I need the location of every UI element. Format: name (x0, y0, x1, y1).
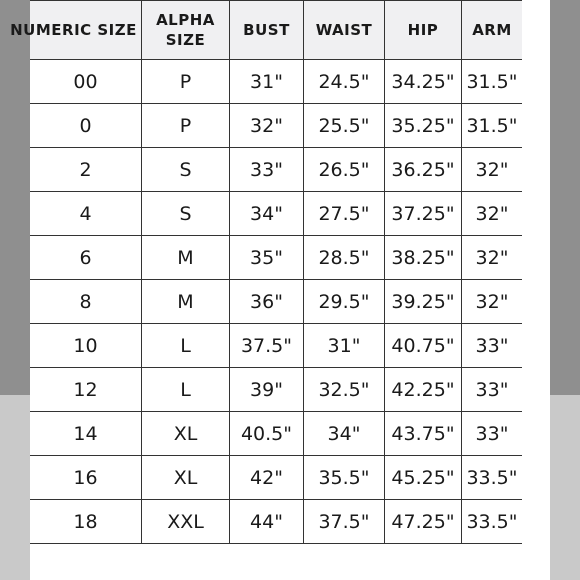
alpha-size-cell: P (142, 104, 230, 148)
arm-cell: 31.5" (462, 60, 523, 104)
hip-cell: 36.25" (385, 148, 462, 192)
arm-cell: 33.5" (462, 500, 523, 544)
waist-cell: 32.5" (304, 368, 385, 412)
alpha-size-cell: M (142, 236, 230, 280)
numeric-size-cell: 6 (30, 236, 142, 280)
numeric-size-cell: 12 (30, 368, 142, 412)
header-row (30, 1, 522, 60)
table-row (30, 236, 522, 280)
hip-cell: 37.25" (385, 192, 462, 236)
bust-cell: 44" (230, 500, 304, 544)
table-row (30, 368, 522, 412)
bust-cell: 40.5" (230, 412, 304, 456)
hip-cell: 34.25" (385, 60, 462, 104)
hip-cell: 47.25" (385, 500, 462, 544)
arm-cell: 32" (462, 236, 523, 280)
numeric-size-cell: 2 (30, 148, 142, 192)
numeric-size-cell: 0 (30, 104, 142, 148)
table-row (30, 500, 522, 544)
arm-cell: 33.5" (462, 456, 523, 500)
header-numeric-size: NUMERIC SIZE (30, 1, 142, 60)
header-hip: HIP (385, 1, 462, 60)
alpha-size-cell: XL (142, 456, 230, 500)
alpha-size-cell: P (142, 60, 230, 104)
alpha-size-cell: S (142, 192, 230, 236)
table-row (30, 280, 522, 324)
waist-cell: 37.5" (304, 500, 385, 544)
numeric-size-cell: 18 (30, 500, 142, 544)
arm-cell: 32" (462, 148, 523, 192)
arm-cell: 31.5" (462, 104, 523, 148)
header-arm: ARM (462, 1, 523, 60)
table-row (30, 60, 522, 104)
hip-cell: 45.25" (385, 456, 462, 500)
table-row (30, 104, 522, 148)
hip-cell: 43.75" (385, 412, 462, 456)
hip-cell: 39.25" (385, 280, 462, 324)
waist-cell: 35.5" (304, 456, 385, 500)
hip-cell: 40.75" (385, 324, 462, 368)
bust-cell: 42" (230, 456, 304, 500)
bust-cell: 39" (230, 368, 304, 412)
numeric-size-cell: 4 (30, 192, 142, 236)
numeric-size-cell: 8 (30, 280, 142, 324)
waist-cell: 31" (304, 324, 385, 368)
bust-cell: 32" (230, 104, 304, 148)
alpha-size-cell: L (142, 324, 230, 368)
hip-cell: 38.25" (385, 236, 462, 280)
alpha-size-cell: M (142, 280, 230, 324)
arm-cell: 32" (462, 280, 523, 324)
hip-cell: 42.25" (385, 368, 462, 412)
header-bust: BUST (230, 1, 304, 60)
waist-cell: 34" (304, 412, 385, 456)
waist-cell: 25.5" (304, 104, 385, 148)
header-alpha-size: ALPHA SIZE (142, 1, 230, 60)
bust-cell: 36" (230, 280, 304, 324)
waist-cell: 24.5" (304, 60, 385, 104)
table-row (30, 412, 522, 456)
arm-cell: 33" (462, 368, 523, 412)
table-row (30, 192, 522, 236)
waist-cell: 27.5" (304, 192, 385, 236)
table-row (30, 456, 522, 500)
arm-cell: 33" (462, 324, 523, 368)
waist-cell: 29.5" (304, 280, 385, 324)
numeric-size-cell: 00 (30, 60, 142, 104)
hip-cell: 35.25" (385, 104, 462, 148)
bust-cell: 34" (230, 192, 304, 236)
alpha-size-cell: XXL (142, 500, 230, 544)
size-chart-table (10, 0, 522, 544)
alpha-size-cell: XL (142, 412, 230, 456)
bust-cell: 35" (230, 236, 304, 280)
table-row (30, 148, 522, 192)
alpha-size-cell: L (142, 368, 230, 412)
arm-cell: 33" (462, 412, 523, 456)
table-row (30, 324, 522, 368)
bust-cell: 33" (230, 148, 304, 192)
header-waist: WAIST (304, 1, 385, 60)
bust-cell: 37.5" (230, 324, 304, 368)
bust-cell: 31" (230, 60, 304, 104)
numeric-size-cell: 10 (30, 324, 142, 368)
numeric-size-cell: 14 (30, 412, 142, 456)
size-chart-sheet (10, 0, 550, 580)
table-body (30, 60, 522, 544)
alpha-size-cell: S (142, 148, 230, 192)
waist-cell: 28.5" (304, 236, 385, 280)
waist-cell: 26.5" (304, 148, 385, 192)
arm-cell: 32" (462, 192, 523, 236)
numeric-size-cell: 16 (30, 456, 142, 500)
